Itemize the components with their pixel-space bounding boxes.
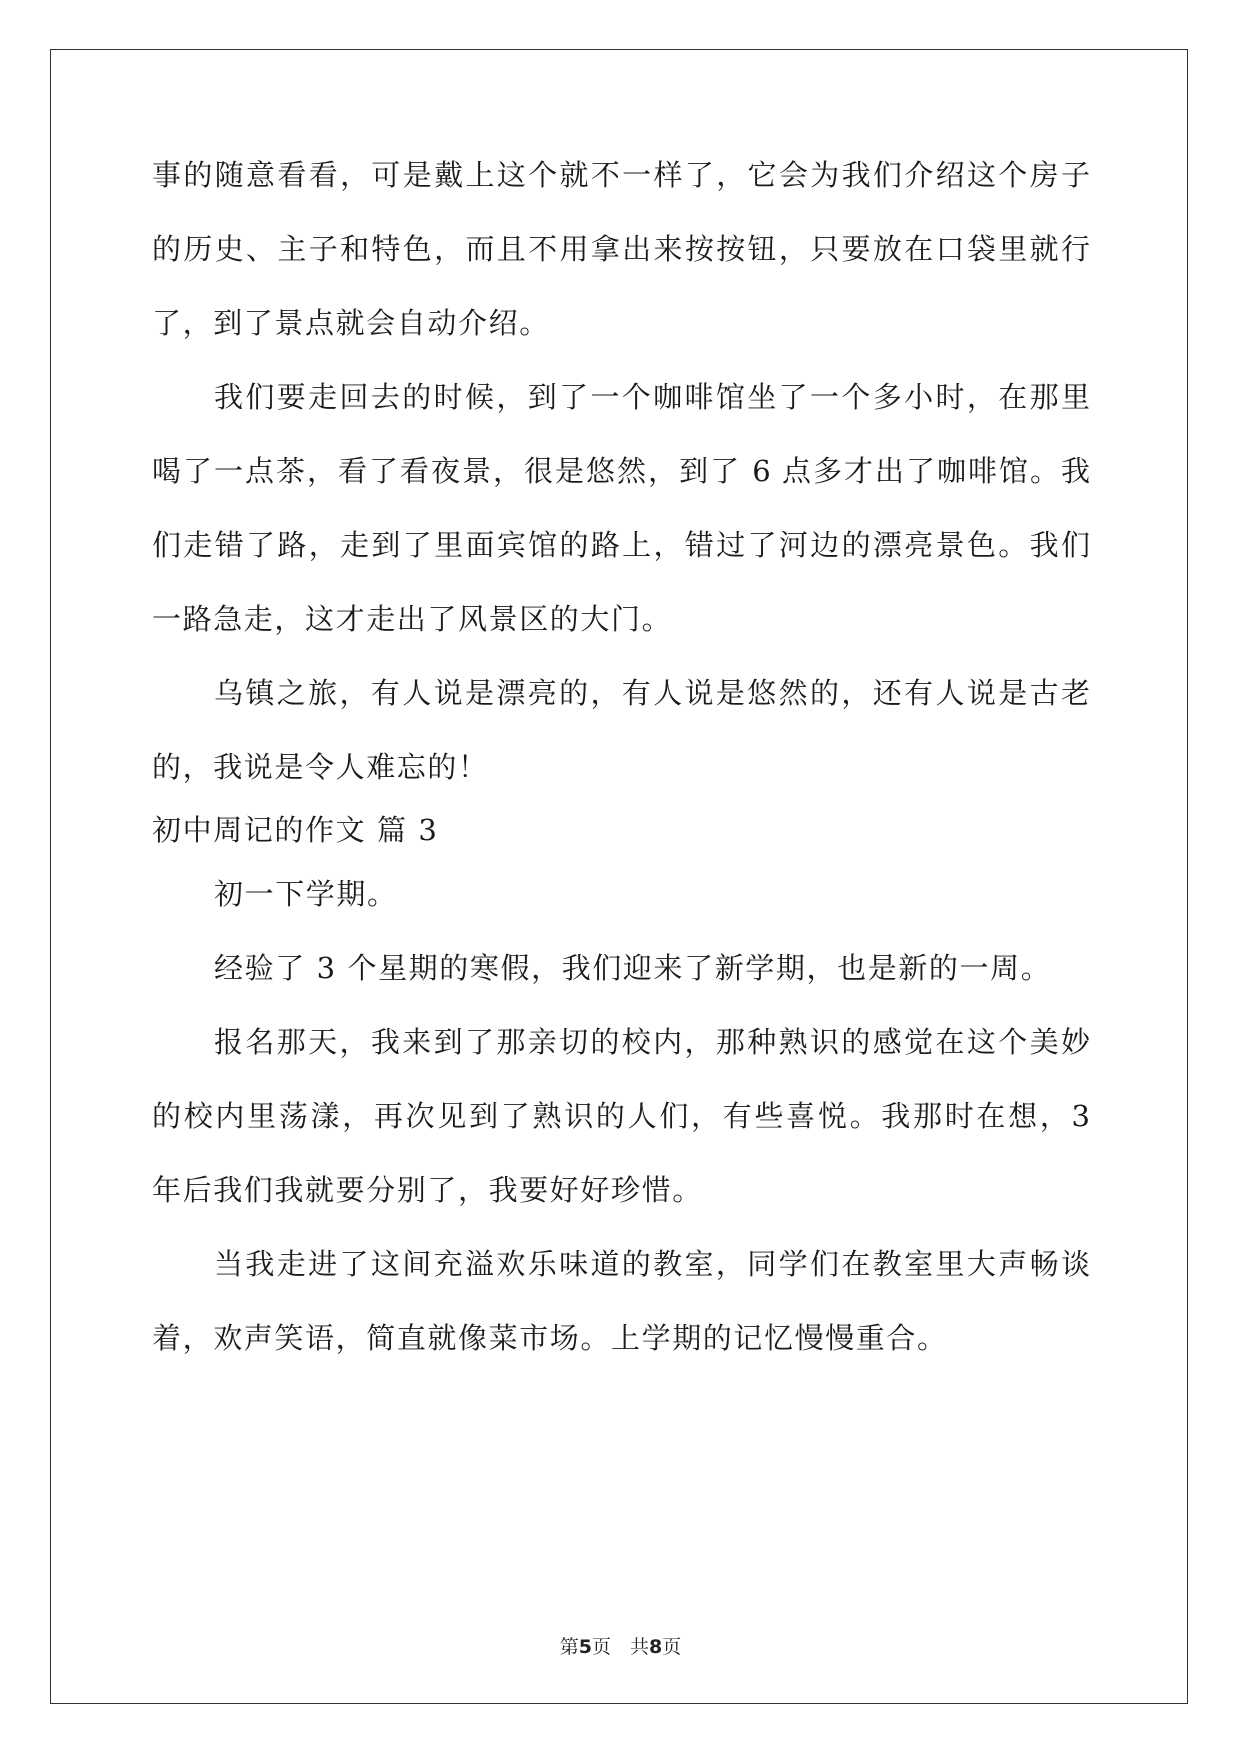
text-line: 初一下学期。	[214, 877, 398, 911]
text-line: 了，到了景点就会自动介绍。	[152, 306, 550, 340]
text-line: 年后我们我就要分别了，我要好好珍惜。	[152, 1173, 703, 1207]
footer-prefix: 第	[559, 1636, 579, 1658]
text-line: 的，我说是令人难忘的！	[152, 750, 489, 784]
text-line: 一路急走，这才走出了风景区的大门。	[152, 602, 673, 636]
text-line: 们走错了路，走到了里面宾馆的路上，错过了河边的漂亮景色。我们	[152, 528, 1090, 562]
text-line: 当我走进了这间充溢欢乐味道的教室，同学们在教室里大声畅谈	[214, 1247, 1090, 1281]
text-line: 的校内里荡漾，再次见到了熟识的人们，有些喜悦。我那时在想，3	[152, 1099, 1090, 1133]
current-page-number: 5	[578, 1636, 592, 1658]
text-line: 的历史、主子和特色，而且不用拿出来按按钮，只要放在口袋里就行	[152, 232, 1090, 266]
text-line: 经验了 3 个星期的寒假，我们迎来了新学期，也是新的一周。	[214, 951, 1052, 985]
footer-mid: 页 共	[591, 1636, 649, 1658]
text-line: 乌镇之旅，有人说是漂亮的，有人说是悠然的，还有人说是古老	[214, 676, 1090, 710]
text-line: 事的随意看看，可是戴上这个就不一样了，它会为我们介绍这个房子	[152, 158, 1090, 192]
section-heading: 初中周记的作文 篇 3	[152, 813, 439, 847]
text-line: 报名那天，我来到了那亲切的校内，那种熟识的感觉在这个美妙	[214, 1025, 1090, 1059]
footer-suffix: 页	[662, 1636, 682, 1658]
text-line: 我们要走回去的时候，到了一个咖啡馆坐了一个多小时，在那里	[214, 380, 1090, 414]
text-line: 喝了一点茶，看了看夜景，很是悠然，到了 6 点多才出了咖啡馆。我	[152, 454, 1090, 488]
total-page-number: 8	[649, 1636, 663, 1658]
page-footer	[0, 1632, 1241, 1659]
text-line: 着，欢声笑语，简直就像菜市场。上学期的记忆慢慢重合。	[152, 1321, 948, 1355]
